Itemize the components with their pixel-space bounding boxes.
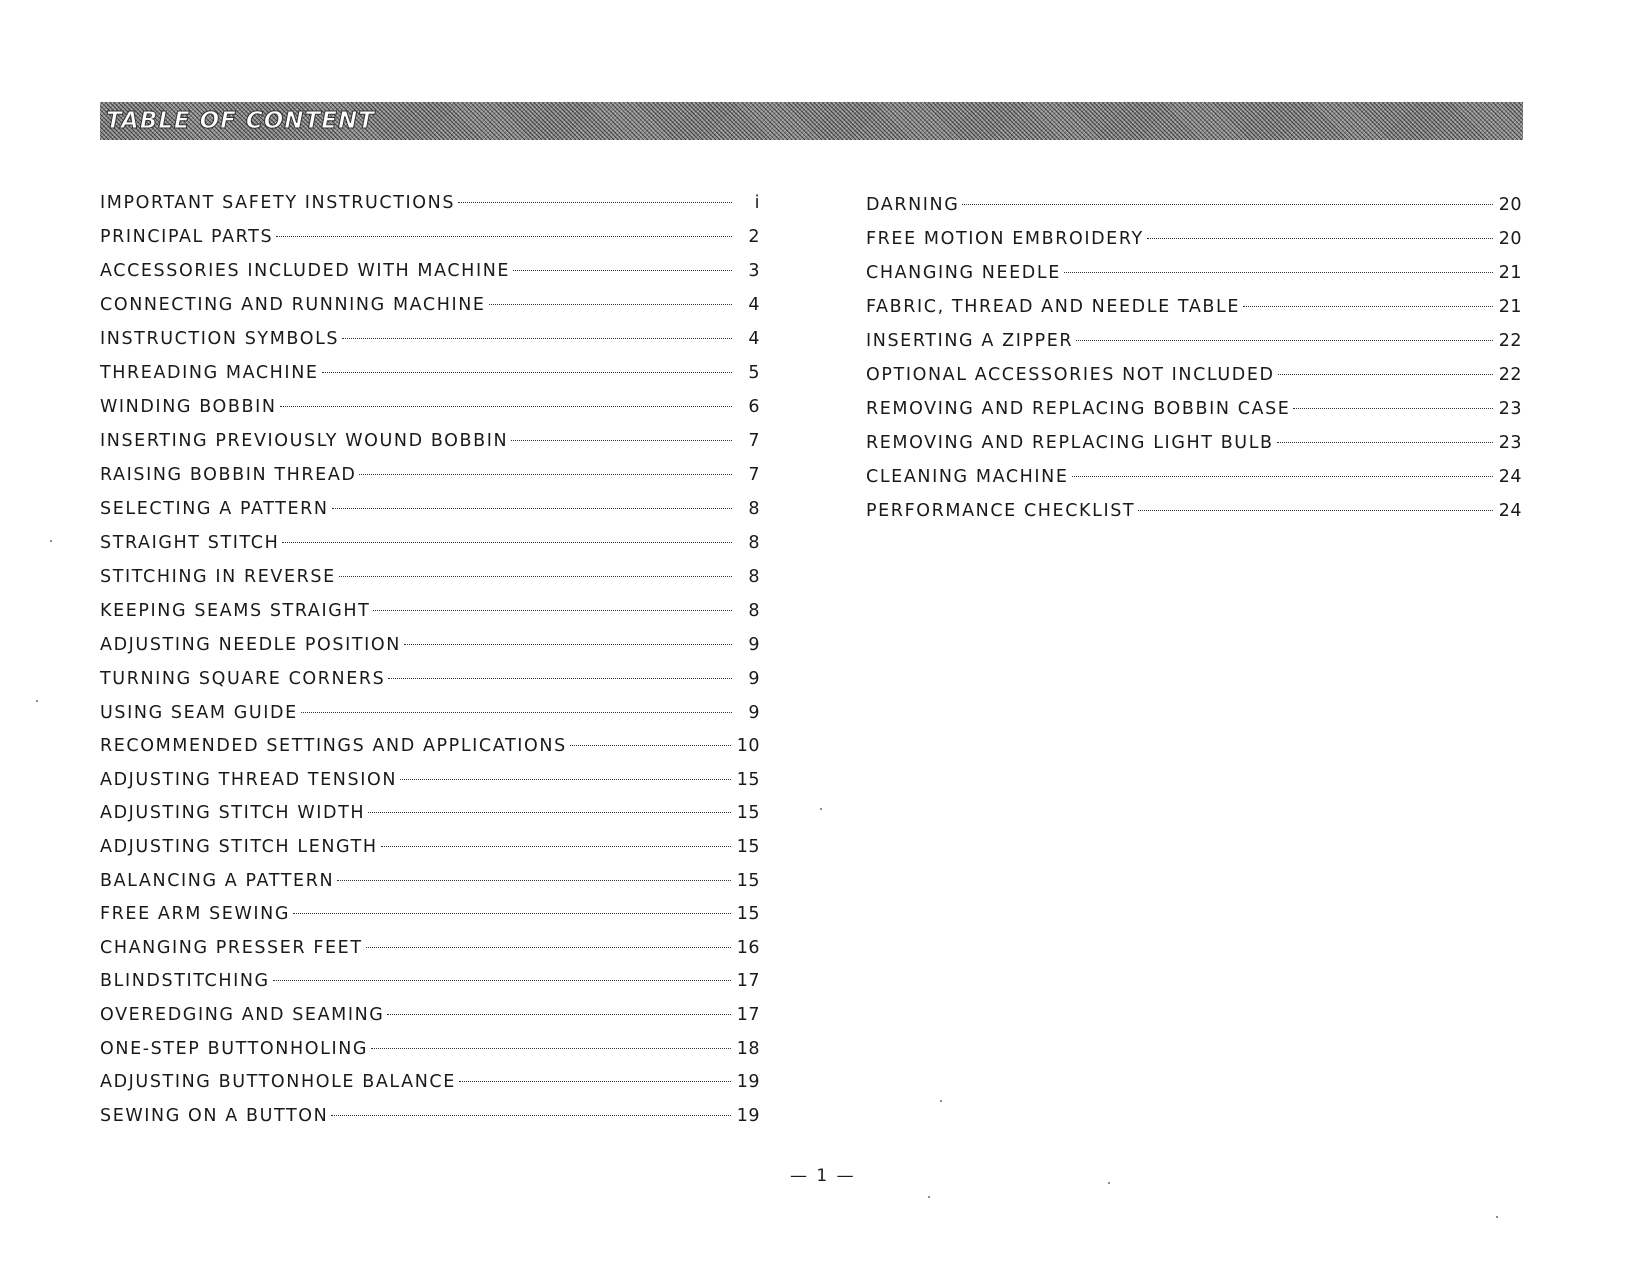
scan-speck [940, 1100, 942, 1102]
toc-entry-page: 7 [748, 465, 760, 485]
toc-dot-leader [282, 542, 732, 543]
toc-dot-leader [273, 980, 731, 981]
toc-entry-title: FABRIC, THREAD AND NEEDLE TABLE [866, 297, 1241, 317]
toc-entry [866, 188, 1522, 222]
toc-entry [100, 864, 760, 898]
toc-entry-page: 21 [1498, 263, 1522, 283]
toc-entry [866, 222, 1522, 256]
toc-entry-page: 4 [748, 295, 760, 315]
toc-dot-leader [359, 474, 732, 475]
toc-entry [100, 526, 760, 560]
toc-entry [100, 931, 760, 965]
toc-dot-leader [337, 880, 731, 881]
toc-entry-page: 24 [1498, 501, 1522, 521]
toc-entry [100, 186, 760, 220]
toc-entry-title: CONNECTING AND RUNNING MACHINE [100, 295, 486, 315]
toc-dot-leader [570, 745, 731, 746]
toc-entry [100, 424, 760, 458]
toc-dot-leader [366, 947, 731, 948]
toc-entry-title: IMPORTANT SAFETY INSTRUCTIONS [100, 193, 456, 213]
toc-entry-title: STITCHING IN REVERSE [100, 567, 336, 587]
toc-entry-title: INSERTING PREVIOUSLY WOUND BOBBIN [100, 431, 509, 451]
toc-dot-leader [1138, 510, 1493, 511]
scan-speck [820, 808, 822, 810]
toc-entry-title: INSTRUCTION SYMBOLS [100, 329, 340, 349]
toc-entry-page: 20 [1498, 229, 1522, 249]
toc-dot-leader [381, 846, 731, 847]
toc-entry [100, 594, 760, 628]
toc-entry-page: 17 [736, 971, 760, 992]
toc-entry-title: CHANGING NEEDLE [866, 263, 1061, 283]
toc-entry-title: CHANGING PRESSER FEET [100, 937, 363, 958]
toc-entry [100, 1065, 760, 1099]
toc-dot-leader [373, 610, 732, 611]
toc-entry-title: TURNING SQUARE CORNERS [100, 669, 386, 689]
toc-entry-page: 19 [736, 1072, 760, 1093]
toc-entry [866, 358, 1522, 392]
toc-entry-page: 15 [736, 836, 760, 857]
toc-entry-page: 22 [1498, 365, 1522, 385]
toc-entry [100, 288, 760, 322]
toc-entry [866, 460, 1522, 494]
toc-entry-title: SEWING ON A BUTTON [100, 1105, 329, 1126]
toc-entry [866, 494, 1522, 528]
toc-dot-leader [388, 678, 732, 679]
toc-dot-leader [331, 1115, 730, 1116]
toc-dot-leader [280, 406, 732, 407]
toc-entry [100, 560, 760, 594]
toc-entry-page: 8 [748, 567, 760, 587]
toc-entry-title: STRAIGHT STITCH [100, 533, 280, 553]
toc-dot-leader [1293, 408, 1492, 409]
toc-entry-page: 23 [1498, 433, 1522, 453]
toc-entry-page: 15 [736, 870, 760, 891]
toc-entry [100, 729, 760, 763]
toc-entry-title: SELECTING A PATTERN [100, 499, 329, 519]
toc-entry-title: INSERTING A ZIPPER [866, 331, 1074, 351]
toc-entry [100, 220, 760, 254]
toc-dot-leader [276, 236, 732, 237]
toc-header-title: TABLE OF CONTENT [106, 108, 375, 134]
toc-entry [866, 426, 1522, 460]
toc-entry-page: 17 [736, 1004, 760, 1025]
toc-dot-leader [489, 304, 732, 305]
toc-entry-page: i [754, 193, 760, 213]
toc-entry-page: 8 [748, 601, 760, 621]
toc-entry-title: KEEPING SEAMS STRAIGHT [100, 601, 371, 621]
toc-entry [866, 324, 1522, 358]
toc-entry [100, 964, 760, 998]
toc-dot-leader [371, 1048, 731, 1049]
toc-dot-leader [962, 204, 1492, 205]
scan-speck [50, 540, 52, 542]
toc-entry [866, 256, 1522, 290]
toc-dot-leader [511, 440, 732, 441]
toc-right-column [866, 188, 1522, 528]
toc-dot-leader [387, 1014, 730, 1015]
toc-dot-leader [342, 338, 732, 339]
toc-entry-page: 15 [736, 769, 760, 790]
toc-entry-title: ADJUSTING BUTTONHOLE BALANCE [100, 1072, 456, 1093]
toc-dot-leader [322, 372, 732, 373]
toc-entry [100, 897, 760, 931]
toc-entry-title: ADJUSTING NEEDLE POSITION [100, 635, 401, 655]
toc-header-bar [100, 102, 1523, 140]
toc-entry-title: ADJUSTING STITCH WIDTH [100, 803, 366, 824]
toc-dot-leader [339, 576, 732, 577]
toc-entry [866, 290, 1522, 324]
toc-entry-page: 22 [1498, 331, 1522, 351]
toc-dot-leader [332, 508, 732, 509]
toc-entry-page: 15 [736, 904, 760, 925]
toc-entry-page: 9 [748, 702, 760, 723]
scan-speck [36, 700, 38, 702]
toc-dot-leader [458, 202, 732, 203]
toc-entry-title: OVEREDGING AND SEAMING [100, 1004, 385, 1025]
toc-entry-title: CLEANING MACHINE [866, 467, 1069, 487]
toc-entry-title: BLINDSTITCHING [100, 971, 270, 992]
toc-entry-page: 5 [748, 363, 760, 383]
toc-dot-leader [404, 644, 732, 645]
toc-entry-title: BALANCING A PATTERN [100, 870, 335, 891]
toc-entry-page: 19 [736, 1105, 760, 1126]
toc-entry-page: 8 [748, 533, 760, 553]
scan-speck [928, 1196, 930, 1198]
toc-entry-title: USING SEAM GUIDE [100, 702, 298, 723]
toc-dot-leader [459, 1081, 731, 1082]
toc-entry-page: 23 [1498, 399, 1522, 419]
toc-entry-page: 10 [736, 736, 760, 757]
toc-entry [100, 830, 760, 864]
toc-entry-page: 2 [748, 227, 760, 247]
toc-entry-title: DARNING [866, 195, 960, 215]
toc-entry [100, 763, 760, 797]
toc-dot-leader [1072, 476, 1493, 477]
toc-entry-title: RAISING BOBBIN THREAD [100, 465, 357, 485]
toc-entry-title: ACCESSORIES INCLUDED WITH MACHINE [100, 261, 511, 281]
toc-dot-leader [513, 270, 732, 271]
toc-entry-page: 4 [748, 329, 760, 349]
toc-entry [100, 998, 760, 1032]
toc-entry-title: ONE-STEP BUTTONHOLING [100, 1038, 369, 1059]
scan-speck [1108, 1182, 1110, 1184]
toc-dot-leader [1147, 238, 1493, 239]
toc-entry-page: 24 [1498, 467, 1522, 487]
toc-entry-page: 16 [736, 937, 760, 958]
toc-entry-page: 20 [1498, 195, 1522, 215]
toc-entry-title: PRINCIPAL PARTS [100, 227, 274, 247]
toc-dot-leader [1064, 272, 1493, 273]
toc-entry-title: ADJUSTING STITCH LENGTH [100, 836, 378, 857]
toc-entry [100, 356, 760, 390]
toc-entry [100, 796, 760, 830]
toc-entry-page: 7 [748, 431, 760, 451]
toc-dot-leader [368, 812, 731, 813]
toc-entry-title: FREE MOTION EMBROIDERY [866, 229, 1144, 249]
toc-entry [100, 458, 760, 492]
toc-entry-title: THREADING MACHINE [100, 363, 319, 383]
toc-dot-leader [400, 779, 731, 780]
toc-entry-title: WINDING BOBBIN [100, 397, 277, 417]
toc-entry [100, 696, 760, 730]
toc-dot-leader [1076, 340, 1493, 341]
toc-dot-leader [1278, 374, 1493, 375]
toc-entry-page: 21 [1498, 297, 1522, 317]
toc-dot-leader [1277, 442, 1493, 443]
footer-page-number: — 1 — [790, 1166, 856, 1186]
toc-entry-page: 18 [736, 1038, 760, 1059]
toc-entry-title: PERFORMANCE CHECKLIST [866, 501, 1136, 521]
toc-entry [100, 1099, 760, 1133]
toc-entry-title: REMOVING AND REPLACING BOBBIN CASE [866, 399, 1291, 419]
toc-entry-page: 9 [748, 635, 760, 655]
toc-entry [100, 322, 760, 356]
toc-entry-page: 15 [736, 803, 760, 824]
toc-entry-page: 9 [748, 669, 760, 689]
toc-entry-title: REMOVING AND REPLACING LIGHT BULB [866, 433, 1274, 453]
toc-entry-page: 3 [748, 261, 760, 281]
toc-entry [100, 662, 760, 696]
toc-entry [866, 392, 1522, 426]
toc-entry-title: FREE ARM SEWING [100, 904, 290, 925]
toc-entry-page: 6 [748, 397, 760, 417]
toc-dot-leader [301, 712, 732, 713]
toc-entry [100, 628, 760, 662]
toc-entry [100, 254, 760, 288]
toc-entry-page: 8 [748, 499, 760, 519]
toc-entry-title: RECOMMENDED SETTINGS AND APPLICATIONS [100, 736, 567, 757]
toc-entry [100, 492, 760, 526]
toc-entry-title: ADJUSTING THREAD TENSION [100, 769, 398, 790]
toc-entry [100, 1032, 760, 1066]
toc-dot-leader [293, 913, 731, 914]
toc-dot-leader [1243, 306, 1493, 307]
toc-entry-title: OPTIONAL ACCESSORIES NOT INCLUDED [866, 365, 1275, 385]
toc-entry [100, 390, 760, 424]
scan-speck [1496, 1216, 1498, 1218]
toc-left-column [100, 186, 760, 1132]
